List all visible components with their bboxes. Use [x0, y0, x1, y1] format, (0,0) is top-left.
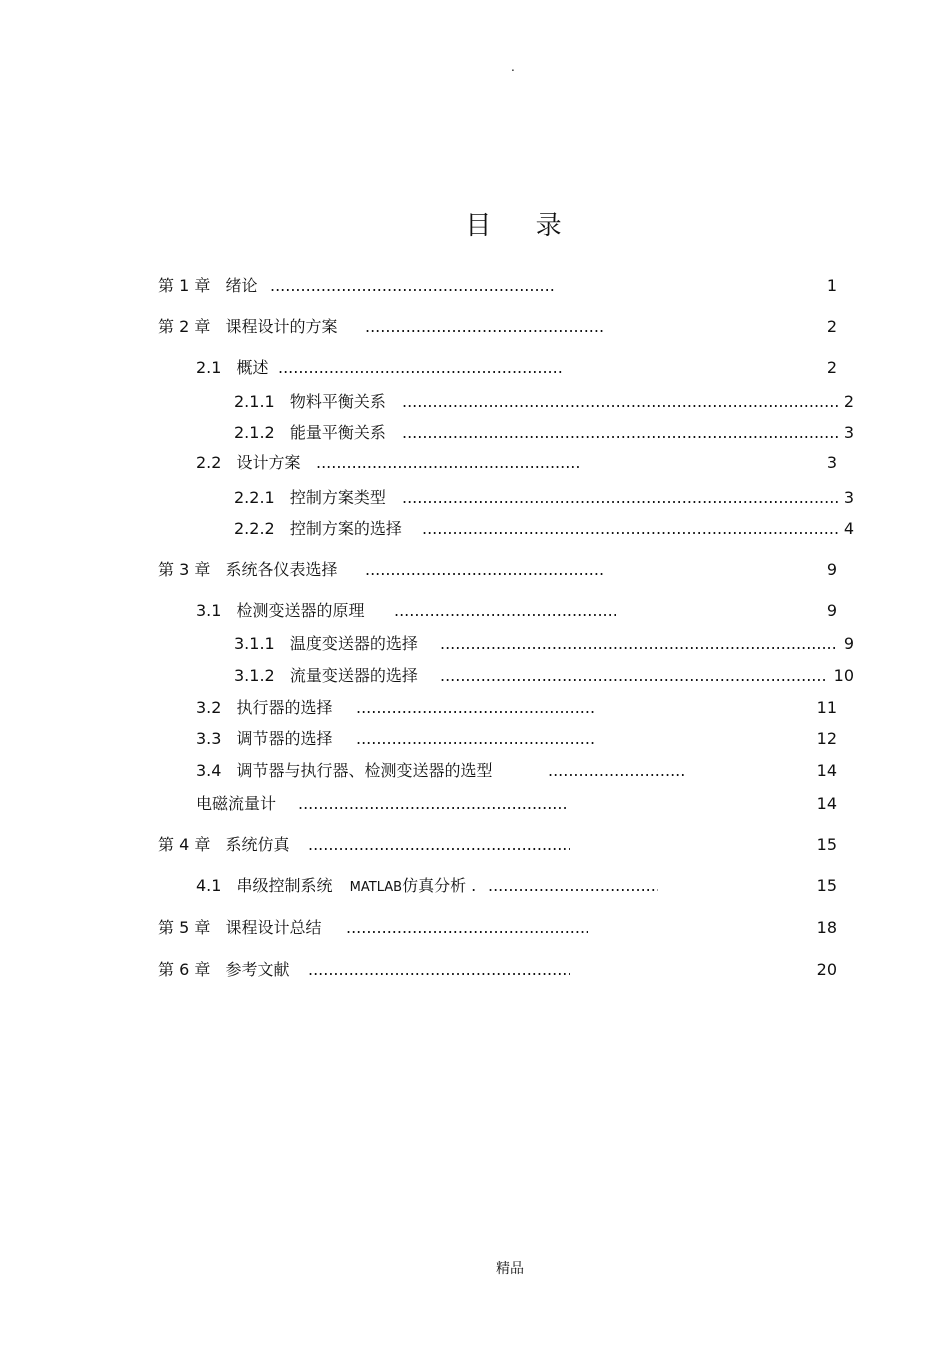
toc-page: 14 — [816, 794, 837, 813]
toc-number: 3.1 — [196, 601, 222, 620]
toc-entry-em-flowmeter[interactable] — [196, 794, 276, 814]
toc-number: 3.3 — [196, 729, 222, 748]
toc-leader — [356, 729, 594, 749]
toc-number: 2.1.1 — [234, 392, 275, 411]
toc-page: 1 — [826, 276, 837, 295]
toc-leader — [440, 634, 836, 654]
toc-page: 9 — [843, 634, 854, 653]
toc-number: 4.1 — [196, 876, 222, 895]
toc-number: 第 2 章 — [158, 317, 211, 336]
toc-page: 3 — [843, 423, 854, 442]
toc-entry-2-1[interactable] — [196, 358, 269, 378]
toc-entry-2-1-2[interactable] — [234, 423, 386, 443]
toc-entry-ch6[interactable] — [158, 960, 289, 980]
toc-leader — [402, 423, 838, 443]
toc-page: 2 — [843, 392, 854, 411]
toc-title: 串级控制系统 — [236, 876, 333, 895]
toc-title: 物料平衡关系 — [289, 392, 386, 411]
toc-page: 15 — [816, 876, 837, 895]
toc-page: 10 — [833, 666, 854, 685]
toc-title: 系统各仪表选择 — [225, 560, 338, 579]
toc-number: 3.1.1 — [234, 634, 275, 653]
toc-title-tail: 仿真分析 . — [402, 876, 477, 895]
toc-page: 3 — [843, 488, 854, 507]
toc-title: 能量平衡关系 — [289, 423, 386, 442]
toc-entry-ch4[interactable] — [158, 835, 289, 855]
toc-title: 系统仿真 — [225, 835, 290, 854]
toc-number: 2.2.1 — [234, 488, 275, 507]
toc-number: 第 5 章 — [158, 918, 211, 937]
toc-leader — [548, 761, 686, 781]
toc-page: 18 — [816, 918, 837, 937]
toc-entry-2-2[interactable] — [196, 453, 301, 473]
toc-entry-4-1[interactable] — [196, 876, 476, 898]
toc-title: 流量变送器的选择 — [289, 666, 418, 685]
toc-entry-ch3[interactable] — [158, 560, 337, 580]
toc-page: 2 — [826, 317, 837, 336]
toc-entry-3-1-2[interactable] — [234, 666, 418, 686]
toc-leader — [365, 317, 603, 337]
toc-page: 11 — [816, 698, 837, 717]
toc-entry-ch1[interactable] — [158, 276, 257, 296]
toc-entry-2-2-2[interactable] — [234, 519, 402, 539]
toc-page: 15 — [816, 835, 837, 854]
toc-title: 参考文献 — [225, 960, 290, 979]
toc-leader — [278, 358, 562, 378]
toc-title: 课程设计总结 — [225, 918, 322, 937]
toc-page: 2 — [826, 358, 837, 377]
toc-title-matlab: MATLAB — [349, 880, 403, 895]
toc-entry-ch5[interactable] — [158, 918, 321, 938]
toc-title: 概述 — [236, 358, 269, 377]
toc-page: 12 — [816, 729, 837, 748]
toc-number: 2.2.2 — [234, 519, 275, 538]
toc-title: 控制方案类型 — [289, 488, 386, 507]
toc-page: 14 — [816, 761, 837, 780]
footer-label: 精品 — [496, 1261, 524, 1277]
toc-title: 控制方案的选择 — [289, 519, 402, 538]
toc-page: 20 — [816, 960, 837, 979]
toc-page: 3 — [826, 453, 837, 472]
toc-leader — [422, 519, 838, 539]
toc-leader — [394, 601, 616, 621]
toc-title: 检测变送器的原理 — [236, 601, 365, 620]
toc-leader — [365, 560, 603, 580]
toc-page: 4 — [843, 519, 854, 538]
toc-entry-3-3[interactable] — [196, 729, 333, 749]
toc-leader — [270, 276, 556, 296]
toc-leader — [356, 698, 594, 718]
toc-number: 第 4 章 — [158, 835, 211, 854]
toc-page: 9 — [826, 601, 837, 620]
toc-leader — [308, 835, 570, 855]
toc-number: 3.2 — [196, 698, 222, 717]
toc-entry-3-1-1[interactable] — [234, 634, 418, 654]
toc-entry-3-1[interactable] — [196, 601, 365, 621]
toc-title: 绪论 — [225, 276, 258, 295]
toc-page: 9 — [826, 560, 837, 579]
toc-entry-ch2[interactable] — [158, 317, 337, 337]
header-dot: . — [511, 60, 515, 74]
toc-title: 执行器的选择 — [236, 698, 333, 717]
toc-leader — [402, 392, 838, 412]
toc-number: 第 6 章 — [158, 960, 211, 979]
toc-leader — [346, 918, 588, 938]
toc-number: 2.1 — [196, 358, 222, 377]
toc-entry-3-2[interactable] — [196, 698, 333, 718]
toc-number: 3.1.2 — [234, 666, 275, 685]
toc-entry-3-4[interactable] — [196, 761, 493, 781]
toc-title: 电磁流量计 — [196, 794, 277, 813]
page-title: 目 录 — [465, 211, 580, 241]
toc-entry-2-2-1[interactable] — [234, 488, 386, 508]
toc-entry-2-1-1[interactable] — [234, 392, 386, 412]
toc-leader — [488, 876, 658, 896]
toc-leader — [440, 666, 826, 686]
toc-leader — [298, 794, 566, 814]
toc-title: 调节器与执行器、检测变送器的选型 — [236, 761, 493, 780]
toc-leader — [308, 960, 570, 980]
toc-title: 温度变送器的选择 — [289, 634, 418, 653]
toc-number: 2.2 — [196, 453, 222, 472]
toc-number: 第 3 章 — [158, 560, 211, 579]
toc-number: 2.1.2 — [234, 423, 275, 442]
toc-title: 设计方案 — [236, 453, 301, 472]
toc-leader — [402, 488, 838, 508]
toc-leader — [316, 453, 580, 473]
toc-number: 第 1 章 — [158, 276, 211, 295]
toc-title: 课程设计的方案 — [225, 317, 338, 336]
toc-title: 调节器的选择 — [236, 729, 333, 748]
toc-number: 3.4 — [196, 761, 222, 780]
